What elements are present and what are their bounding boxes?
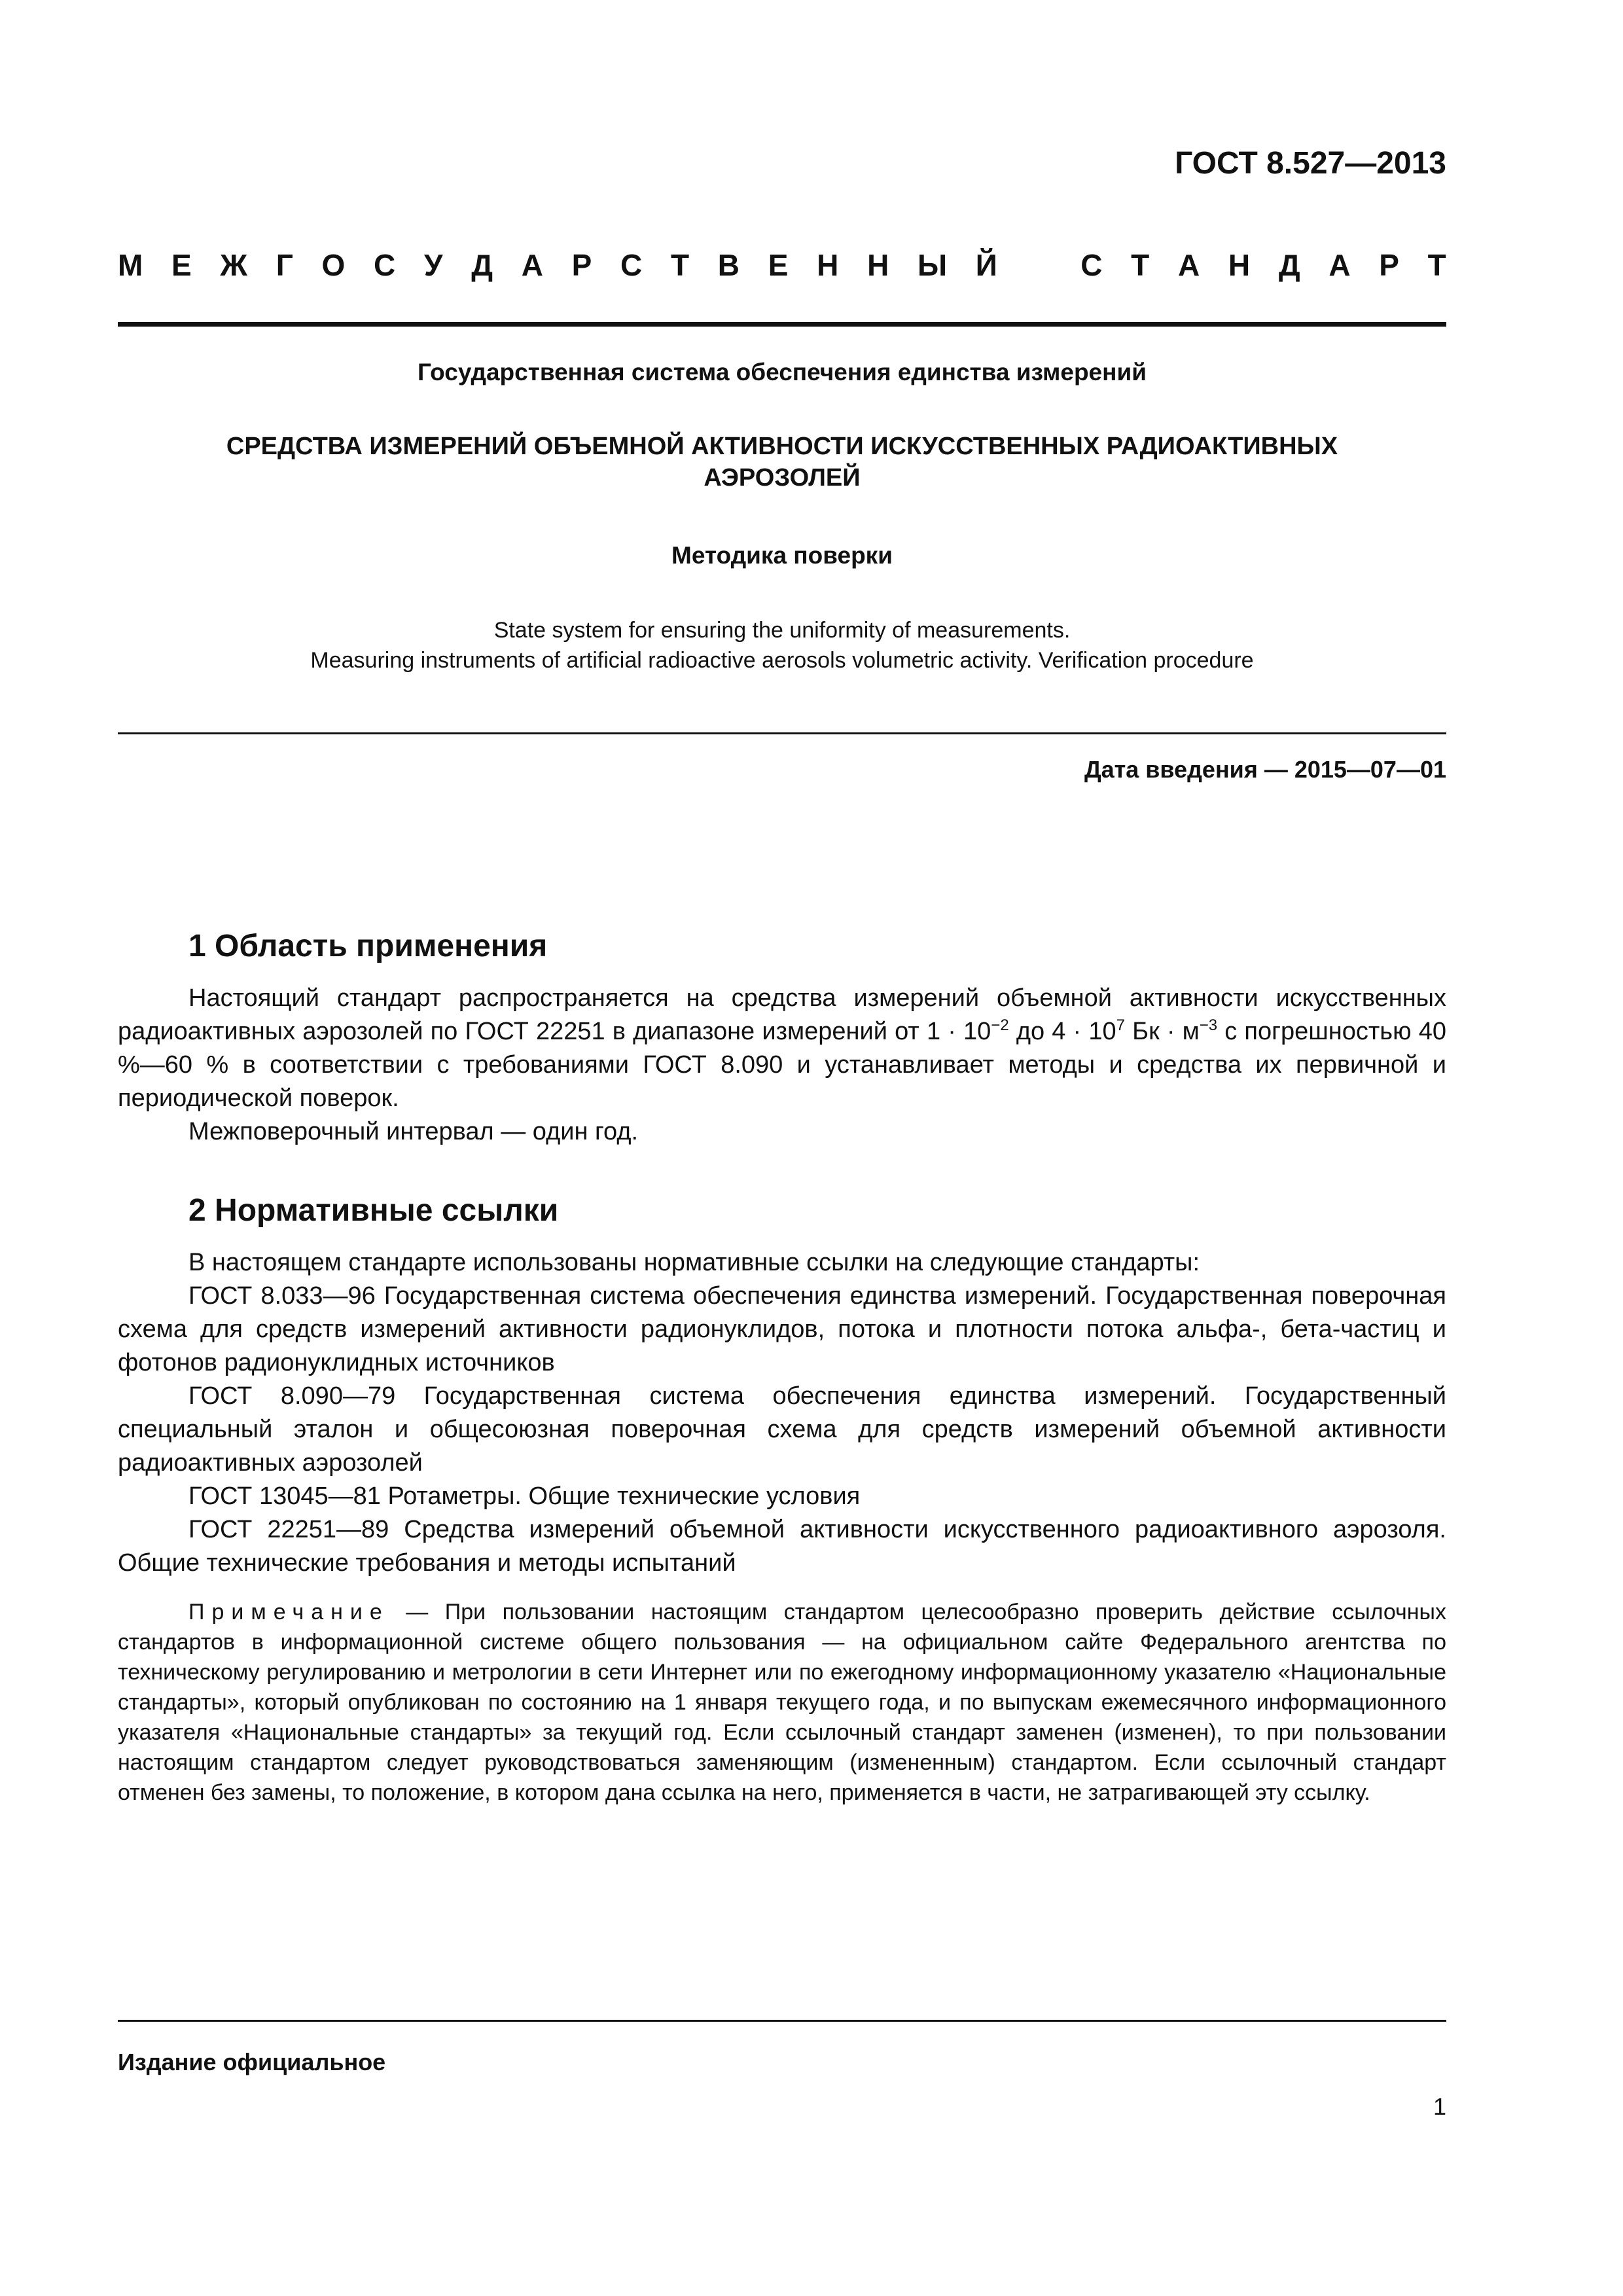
interval-paragraph: Межповерочный интервал — один год.: [188, 1118, 639, 1145]
note-paragraph: [118, 1597, 1446, 1808]
title-letter: В: [717, 248, 740, 282]
references-intro: В настоящем стандарте использованы нормативные ссылки на следующие стандарты:: [188, 1249, 1200, 1276]
reference-item: ГОСТ 8.090—79 Государственная система обеспечения единства измерений. Государственный специальный эталон и общесоюзная поверочная схема для средств измерений объемной активности радиоактивных аэрозолей: [118, 1382, 1446, 1477]
title-letter: М: [118, 248, 143, 282]
title-letter: Н: [867, 248, 889, 282]
section-2-body: [118, 1246, 1446, 1580]
title-letter: С: [1080, 248, 1103, 282]
english-title-line-2: Measuring instruments of artificial radioactive aerosols volumetric activity. Verification procedure: [310, 648, 1254, 673]
title-letter: Р: [571, 248, 592, 282]
title-letter: А: [521, 248, 543, 282]
title-divider: [118, 732, 1446, 734]
document-number: ГОСТ 8.527—2013: [1175, 146, 1446, 181]
interstate-standard-title: [118, 247, 1446, 283]
section-2-heading: 2 Нормативные ссылки: [188, 1193, 559, 1228]
title-letter: А: [1329, 248, 1351, 282]
section-1-heading: 1 Область применения: [188, 929, 548, 963]
title-line-1: СРЕДСТВА ИЗМЕРЕНИЙ ОБЪЕМНОЙ АКТИВНОСТИ ИСКУССТВЕННЫХ РАДИОАКТИВНЫХ: [226, 433, 1338, 460]
title-letter: О: [321, 248, 346, 282]
title-letter: Ы: [918, 248, 948, 282]
title-letter: Д: [1278, 248, 1300, 282]
header-divider: [118, 322, 1446, 327]
system-name: Государственная система обеспечения единства измерений: [418, 359, 1147, 386]
reference-item: ГОСТ 22251—89 Средства измерений объемной активности искусственного радиоактивного аэрозоля. Общие технические требования и методы испытаний: [118, 1516, 1446, 1577]
title-letter: Т: [670, 248, 690, 282]
title-letter: Е: [171, 248, 192, 282]
title-letter: Е: [768, 248, 789, 282]
edition-label: Издание официальное: [118, 2049, 386, 2075]
title-letter: Н: [1228, 248, 1251, 282]
title-letter: Д: [471, 248, 493, 282]
method-subtitle: Методика поверки: [671, 542, 893, 569]
document-title: [118, 431, 1446, 493]
section-1-body: [118, 982, 1446, 1149]
reference-item: ГОСТ 13045—81 Ротаметры. Общие технические условия: [188, 1482, 861, 1510]
title-letter: Й: [975, 248, 997, 282]
title-letter: Н: [817, 248, 839, 282]
title-line-2: АЭРОЗОЛЕЙ: [704, 464, 861, 492]
title-letter: Т: [1131, 248, 1150, 282]
introduction-date: Дата введения — 2015—07—01: [1084, 756, 1446, 783]
note-label: Примечание: [188, 1600, 389, 1624]
english-title: [118, 615, 1446, 675]
title-gap: [1026, 247, 1052, 283]
title-letter: Т: [1427, 248, 1446, 282]
reference-item: ГОСТ 8.033—96 Государственная система обеспечения единства измерений. Государственная поверочная схема для средств измерений активности радионуклидов, потока и плотности потока альфа-, бета-частиц и фотонов радионуклидных источников: [118, 1282, 1446, 1376]
title-letter: А: [1177, 248, 1200, 282]
title-letter: Р: [1379, 248, 1399, 282]
title-letter: Ж: [220, 248, 247, 282]
footer-divider: [118, 2020, 1446, 2022]
page-number: 1: [1433, 2093, 1446, 2120]
title-letter: У: [423, 248, 443, 282]
scope-paragraph: Настоящий стандарт распространяется на средства измерений объемной активности искусственных радиоактивных аэрозолей по ГОСТ 22251 в диапазоне измерений от $1 \cdot 10^{-2}$ до $4 \cdot 10^7$ Бк · $м^{-3}$ с погрешностью 40 %—60 % в соответствии с требованиями ГОСТ 8.090 и устанавливает методы и средства их первичной и периодической поверок.: [118, 984, 1446, 1112]
english-title-line-1: State system for ensuring the uniformity of measurements.: [493, 618, 1071, 643]
title-letter: Г: [276, 248, 293, 282]
title-letter: С: [620, 248, 643, 282]
title-letter: С: [373, 248, 396, 282]
note-text: — При пользовании настоящим стандартом целесообразно проверить действие ссылочных стандартов в информационной системе общего пользования — на официальном сайте Федерального агентства по техническому регулированию и метрологии в сети Интернет или по ежегодному информационному указателю «Национальные стандарты», который опубликован по состоянию на 1 января текущего года, и по выпускам ежемесячного информационного указателя «Национальные стандарты» за текущий год. Если ссылочный стандарт заменен (изменен), то при пользовании настоящим стандартом следует руководствоваться заменяющим (измененным) стандартом. Если ссылочный стандарт отменен без замены, то положение, в котором дана ссылка на него, применяется в части, не затрагивающей эту ссылку.: [118, 1600, 1446, 1805]
